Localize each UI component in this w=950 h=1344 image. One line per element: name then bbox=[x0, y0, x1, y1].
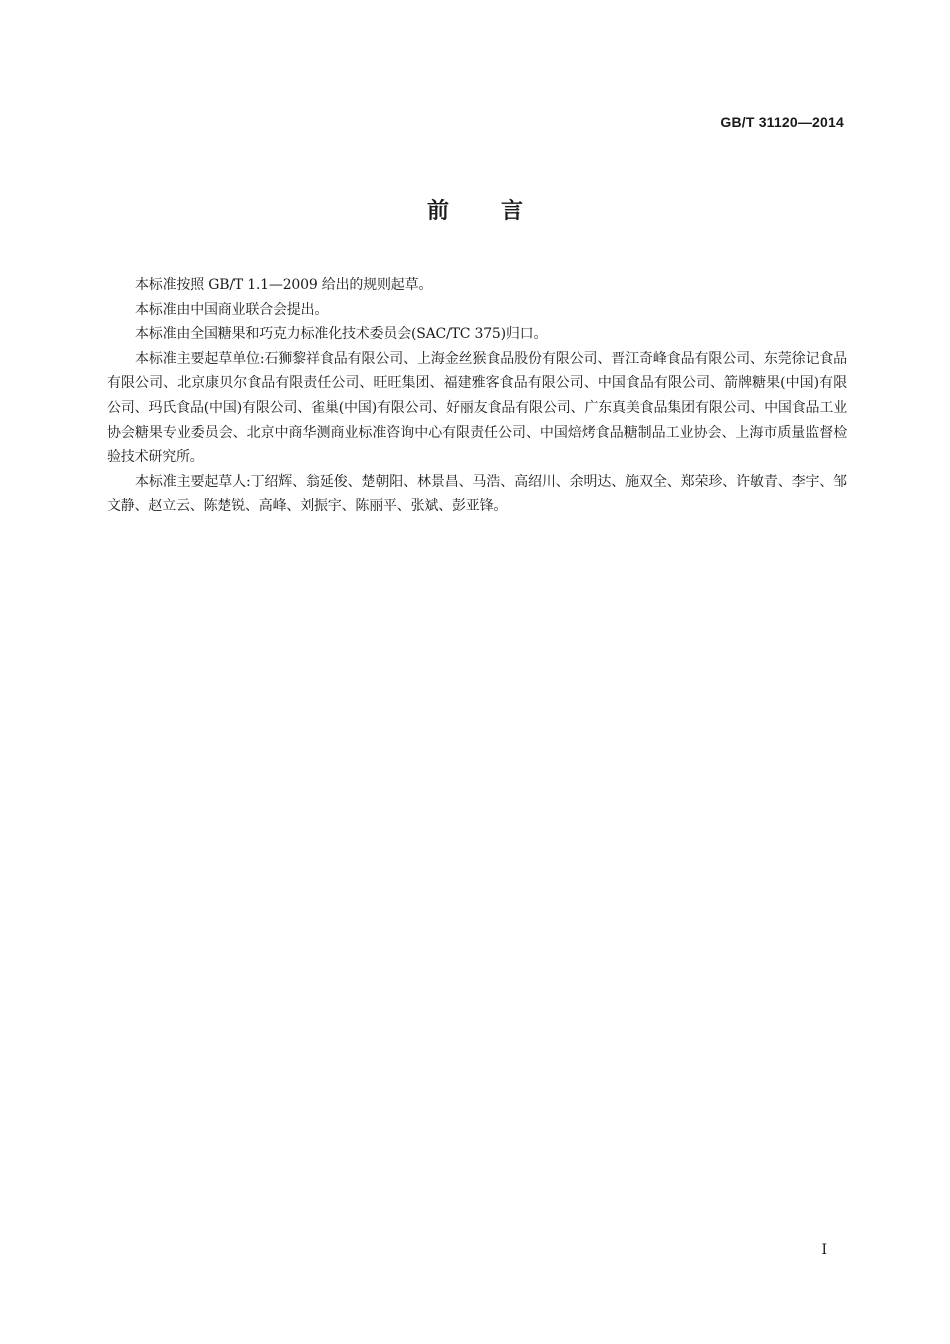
paragraph-committee: 本标准由全国糖果和巧克力标准化技术委员会(SAC/TC 375)归口。 bbox=[135, 326, 548, 343]
preface-body bbox=[107, 273, 847, 519]
paragraph-drafters: 本标准主要起草人:丁绍辉、翁延俊、楚朝阳、林景昌、马浩、高绍川、余明达、施双全、郑荣珍、许敏青、李宇、邹文静、赵立云、陈楚锐、高峰、刘振宇、陈丽平、张斌、彭亚锋。 bbox=[107, 473, 847, 515]
paragraph-drafting-units: 本标准主要起草单位:石狮黎祥食品有限公司、上海金丝猴食品股份有限公司、晋江奇峰食品有限公司、东莞徐记食品有限公司、北京康贝尔食品有限责任公司、旺旺集团、福建雅客食品有限公司、中国食品有限公司、箭牌糖果(中国)有限公司、玛氏食品(中国)有限公司、雀巢(中国)有限公司、好丽友食品有限公司、广东真美食品集团有限公司、中国食品工业协会糖果专业委员会、北京中商华测商业标准咨询中心有限责任公司、中国焙烤食品糖制品工业协会、上海市质量监督检验技术研究所。 bbox=[107, 350, 847, 466]
page-title: 前言 bbox=[426, 199, 575, 224]
paragraph-proposer: 本标准由中国商业联合会提出。 bbox=[135, 301, 329, 318]
page-number: I bbox=[821, 1242, 827, 1258]
paragraph-drafting-rules: 本标准按照 GB/T 1.1—2009 给出的规则起草。 bbox=[135, 277, 433, 293]
standard-code: GB/T 31120—2014 bbox=[720, 114, 844, 130]
